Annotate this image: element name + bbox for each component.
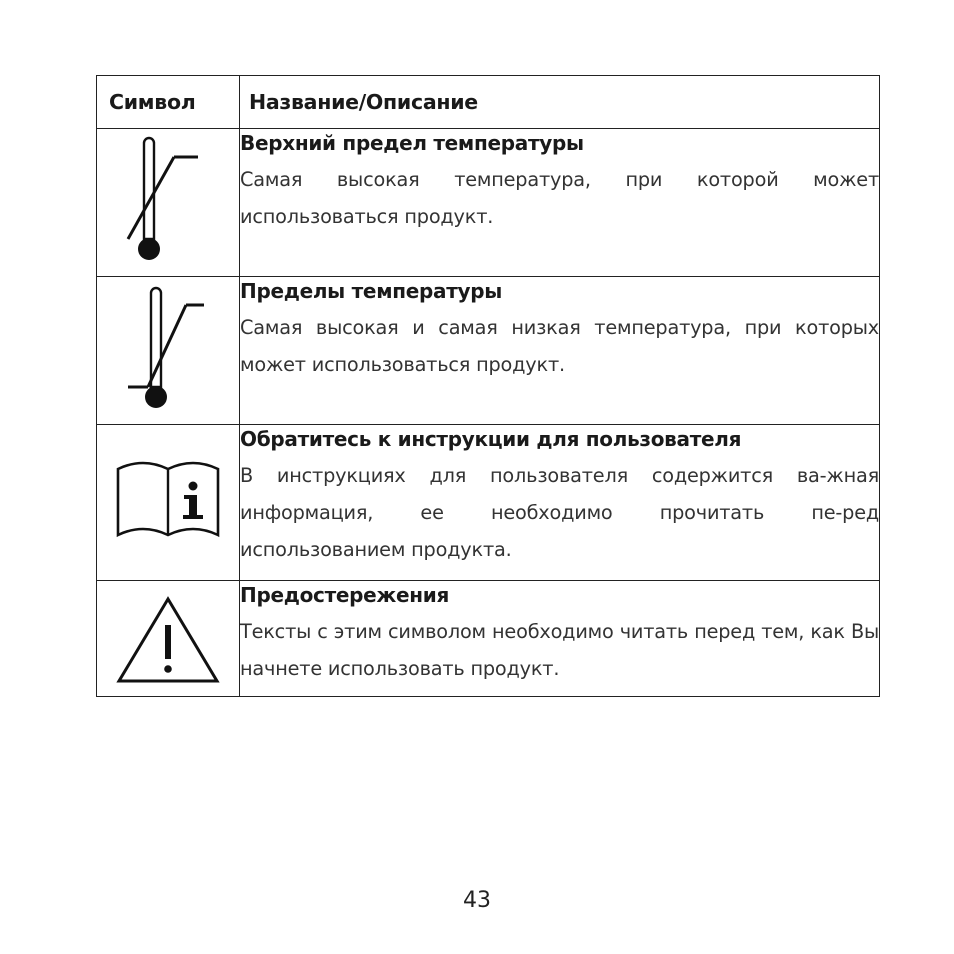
row-body: Самая высокая и самая низкая температура, при которых может использоваться продукт. (240, 316, 879, 376)
thermometer-upper-limit-icon (118, 135, 218, 275)
symbols-table (96, 75, 880, 697)
symbol-cell (97, 277, 240, 425)
table-header-row (97, 76, 880, 129)
row-title: Предостережения (240, 583, 450, 607)
row-body: В инструкциях для пользователя содержится ва-жная информация, ее необходимо прочитать пе-ред использованием продукта. (240, 464, 879, 561)
row-body: Самая высокая температура, при которой может использоваться продукт. (240, 168, 879, 228)
row-title: Пределы температуры (240, 279, 503, 303)
header-symbol: Символ (97, 76, 240, 129)
row-body: Тексты с этим символом необходимо читать перед тем, как Вы начнете использовать продукт. (240, 620, 879, 680)
row-title: Верхний предел температуры (240, 131, 584, 155)
table-row (97, 581, 880, 697)
symbol-cell (97, 129, 240, 277)
table-row (97, 129, 880, 277)
symbol-cell (97, 425, 240, 581)
description-cell (240, 581, 880, 697)
page-number: 43 (463, 888, 491, 913)
instructions-book-icon (113, 457, 223, 547)
row-title: Обратитесь к инструкции для пользователя (240, 427, 742, 451)
warning-triangle-icon (113, 593, 223, 688)
description-cell (240, 129, 880, 277)
description-cell (240, 277, 880, 425)
table-row (97, 277, 880, 425)
header-description: Название/Описание (240, 76, 880, 129)
thermometer-limits-icon (118, 283, 218, 423)
table-row (97, 425, 880, 581)
description-cell (240, 425, 880, 581)
symbol-cell (97, 581, 240, 697)
